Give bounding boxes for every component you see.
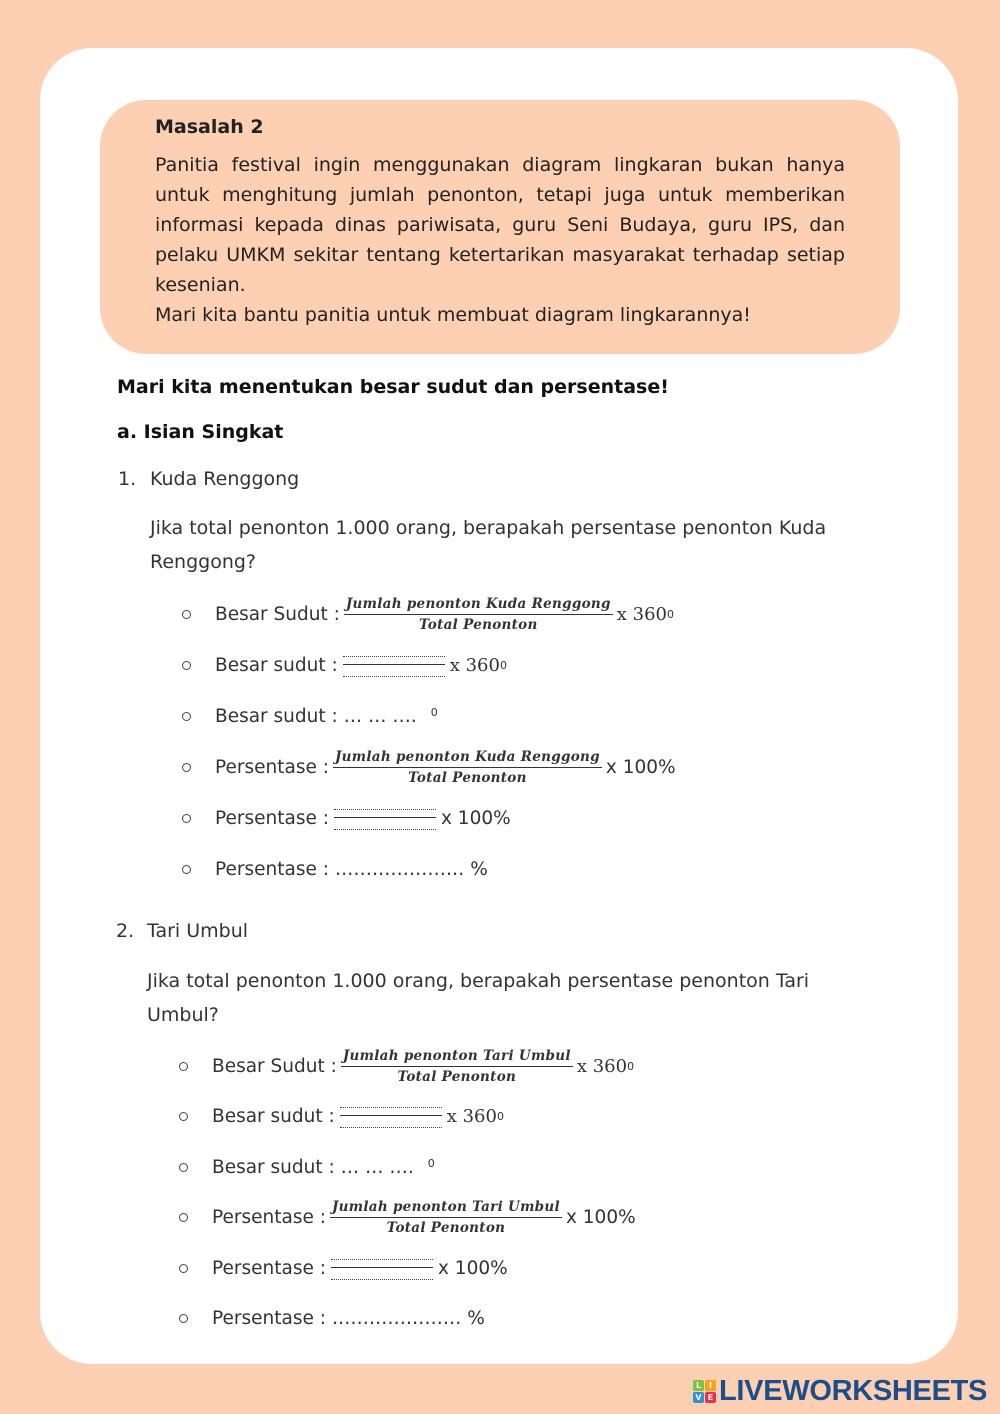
- degree-symbol: 0: [627, 1059, 635, 1073]
- blank-numerator[interactable]: [343, 654, 445, 665]
- bullet-icon: [179, 1062, 188, 1071]
- list-item: [179, 1152, 435, 1182]
- formula-fraction: [333, 749, 602, 786]
- problem-box: [100, 100, 900, 354]
- item-multiplier: x 100%: [437, 1257, 508, 1279]
- formula-denominator: Total Penonton: [386, 1220, 506, 1236]
- liveworksheets-logo: [693, 1375, 987, 1408]
- list-item: [182, 595, 674, 633]
- formula-numerator: Jumlah penonton Kuda Renggong: [344, 596, 613, 615]
- item-label: Besar Sudut :: [212, 1055, 337, 1077]
- bullet-icon: [179, 1264, 188, 1273]
- bullet-icon: [182, 712, 191, 721]
- item-label: Persentase :: [212, 1207, 326, 1228]
- bullet-icon: [179, 1163, 188, 1172]
- formula-denominator: Total Penonton: [419, 616, 538, 633]
- problem-paragraph: Panitia festival ingin menggunakan diagram lingkaran bukan hanya untuk menghitung jumlah penonton, tetapi juga untuk memberikan informasi kepada dinas pariwisata, guru Seni Budaya, guru IPS, dan pelaku UMKM sekitar tentang ketertarikan masyarakat terhadap setiap kesenian.: [155, 154, 845, 296]
- formula-numerator: Jumlah penonton Tari Umbul: [341, 1048, 573, 1067]
- list-item: [179, 1199, 636, 1236]
- item-label: Besar sudut :: [212, 1106, 335, 1127]
- logo-letter: I: [705, 1380, 716, 1391]
- list-item: [179, 1304, 485, 1334]
- item-multiplier: x 360: [616, 603, 667, 625]
- item-label: Persentase :: [212, 1257, 326, 1279]
- bullet-icon: [182, 661, 191, 670]
- blank-numerator[interactable]: [334, 807, 436, 818]
- degree-symbol: 0: [430, 705, 438, 719]
- bullet-icon: [182, 814, 191, 823]
- bullet-icon: [179, 1213, 188, 1222]
- problem-title: Masalah 2: [155, 116, 264, 138]
- blank-fraction: [340, 1105, 442, 1128]
- formula-numerator: Jumlah penonton Kuda Renggong: [333, 749, 602, 768]
- blank-fraction: [334, 807, 436, 830]
- bullet-icon: [182, 865, 191, 874]
- degree-symbol: 0: [666, 607, 674, 621]
- item-label: Besar sudut : … … ….: [215, 705, 417, 727]
- list-item: [182, 650, 507, 680]
- logo-letter: E: [705, 1392, 716, 1403]
- blank-denominator[interactable]: [334, 818, 436, 830]
- question-number: 1.: [118, 468, 137, 490]
- logo-icon: [693, 1380, 716, 1403]
- blank-numerator[interactable]: [340, 1105, 442, 1116]
- item-multiplier: x 100%: [565, 1207, 636, 1228]
- bullet-icon: [179, 1314, 188, 1323]
- item-multiplier: x 360: [446, 1106, 497, 1127]
- list-item: [179, 1047, 635, 1085]
- bullet-icon: [182, 763, 191, 772]
- logo-text: LIVEWORKSHEETS: [719, 1375, 988, 1407]
- item-label: Besar Sudut :: [215, 603, 340, 625]
- degree-symbol: 0: [496, 1110, 504, 1123]
- item-label: Persentase :: [215, 756, 329, 778]
- list-item: [179, 1253, 508, 1283]
- item-label: Persentase : ………………… %: [215, 858, 488, 880]
- item-multiplier: x 360: [576, 1055, 628, 1077]
- item-multiplier: x 100%: [440, 807, 511, 829]
- formula-numerator: Jumlah penonton Tari Umbul: [330, 1199, 562, 1218]
- main-heading: Mari kita menentukan besar sudut dan persentase!: [117, 376, 669, 398]
- blank-fraction: [343, 654, 445, 677]
- formula-fraction: [341, 1048, 573, 1085]
- item-label: Besar sudut :: [215, 654, 338, 676]
- item-multiplier: x 100%: [605, 756, 676, 778]
- list-item: [182, 803, 511, 833]
- blank-numerator[interactable]: [331, 1257, 433, 1268]
- question-text: Jika total penonton 1.000 orang, berapakah persentase penonton Kuda Renggong?: [150, 517, 827, 573]
- blank-fraction: [331, 1257, 433, 1280]
- problem-text: [155, 150, 845, 330]
- logo-letter: V: [693, 1392, 704, 1403]
- question-title: Tari Umbul: [147, 920, 249, 942]
- list-item: [182, 701, 438, 731]
- bullet-icon: [182, 610, 191, 619]
- degree-symbol: 0: [427, 1156, 435, 1170]
- question-title: Kuda Renggong: [150, 468, 300, 490]
- list-item: [182, 854, 488, 884]
- bullet-icon: [179, 1112, 188, 1121]
- blank-denominator[interactable]: [340, 1116, 442, 1128]
- blank-denominator[interactable]: [343, 665, 445, 677]
- formula-fraction: [344, 596, 613, 633]
- question-text: Jika total penonton 1.000 orang, berapakah persentase penonton Tari Umbul?: [147, 970, 810, 1026]
- formula-denominator: Total Penonton: [397, 1068, 517, 1085]
- item-label: Besar sudut : … … ….: [212, 1156, 414, 1178]
- question-number: 2.: [116, 920, 135, 942]
- section-heading: a. Isian Singkat: [117, 421, 284, 443]
- degree-symbol: 0: [499, 658, 507, 672]
- formula-fraction: [330, 1199, 562, 1236]
- item-label: Persentase : ………………… %: [212, 1308, 485, 1329]
- list-item: [179, 1102, 504, 1132]
- item-multiplier: x 360: [449, 654, 500, 676]
- problem-call-to-action: Mari kita bantu panitia untuk membuat diagram lingkarannya!: [155, 304, 751, 326]
- blank-denominator[interactable]: [331, 1268, 433, 1280]
- formula-denominator: Total Penonton: [408, 769, 527, 786]
- logo-letter: L: [693, 1380, 704, 1391]
- item-label: Persentase :: [215, 807, 329, 829]
- list-item: [182, 748, 676, 786]
